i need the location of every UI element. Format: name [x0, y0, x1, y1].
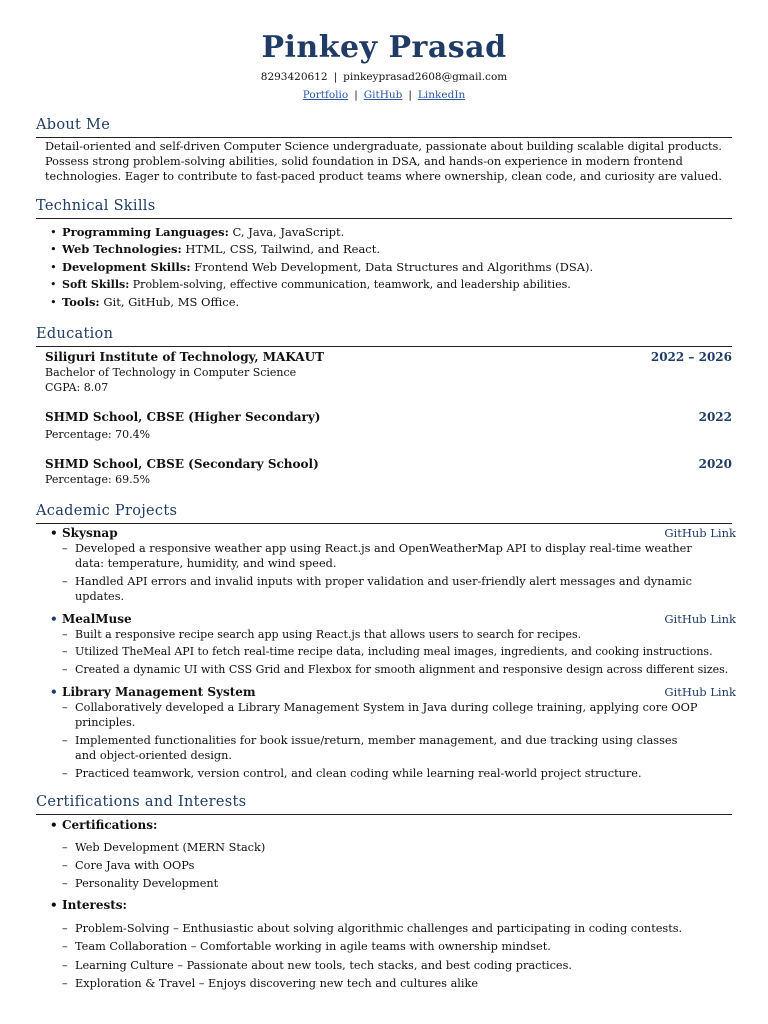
portfolio-link[interactable]: Portfolio: [302, 89, 349, 101]
project-title: • Library Management System: [50, 685, 256, 699]
project-point: – Implemented functionalities for book issue/return, member management, and due tracking using classes: [62, 734, 678, 747]
certifications-label: • Certifications:: [50, 818, 158, 832]
project-point-continuation: principles.: [75, 716, 136, 729]
certification-item: – Web Development (MERN Stack): [62, 841, 266, 854]
skill-item: • Web Technologies: HTML, CSS, Tailwind, and React.: [50, 242, 381, 256]
candidate-name: Pinkey Prasad: [261, 30, 507, 65]
email-address: pinkeyprasad2608@gmail.com: [343, 71, 508, 83]
skill-item: • Development Skills: Frontend Web Development, Data Structures and Algorithms (DSA).: [50, 260, 594, 274]
section-divider: [36, 814, 732, 815]
project-point-continuation: and object-oriented design.: [75, 749, 232, 762]
interests-label: • Interests:: [50, 898, 127, 912]
project-point: – Handled API errors and invalid inputs with proper validation and user-friendly alert messages and dynamic: [62, 575, 692, 588]
education-detail: CGPA: 8.07: [45, 381, 109, 394]
section-divider: [36, 523, 732, 524]
certification-item: – Core Java with OOPs: [62, 859, 195, 872]
separator: |: [354, 89, 358, 101]
education-detail: Percentage: 69.5%: [45, 473, 151, 486]
interest-item: – Team Collaboration – Comfortable working in agile teams with ownership mindset.: [62, 940, 551, 953]
skills-section-title: Technical Skills: [36, 198, 156, 214]
projects-section-title: Academic Projects: [36, 503, 178, 519]
project-point: – Practiced teamwork, version control, and clean coding while learning real-world project structure.: [62, 767, 642, 780]
education-institution: SHMD School, CBSE (Secondary School): [45, 457, 319, 471]
github-link[interactable]: GitHub: [363, 89, 403, 101]
education-section-title: Education: [36, 326, 114, 342]
profile-links: [0, 89, 768, 101]
separator: |: [333, 71, 338, 83]
project-title: • Skysnap: [50, 526, 118, 540]
project-github-link[interactable]: GitHub Link: [664, 612, 736, 626]
interest-item: – Exploration & Travel – Enjoys discovering new tech and cultures alike: [62, 977, 479, 990]
education-detail: Percentage: 70.4%: [45, 428, 151, 441]
skill-item: • Tools: Git, GitHub, MS Office.: [50, 295, 240, 309]
project-point-continuation: data: temperature, humidity, and wind speed.: [75, 557, 337, 570]
contact-line: [0, 71, 768, 83]
separator: |: [408, 89, 412, 101]
certification-item: – Personality Development: [62, 877, 219, 890]
certs-section-title: Certifications and Interests: [36, 794, 247, 810]
education-institution: Siliguri Institute of Technology, MAKAUT: [45, 350, 324, 364]
phone-number: 8293420612: [260, 71, 328, 83]
section-divider: [36, 218, 732, 219]
project-github-link[interactable]: GitHub Link: [664, 526, 736, 540]
project-point: – Created a dynamic UI with CSS Grid and Flexbox for smooth alignment and responsive design across different sizes.: [62, 663, 729, 676]
project-point: – Built a responsive recipe search app using React.js that allows users to search for recipes.: [62, 628, 582, 641]
education-year: 2020: [698, 457, 732, 471]
education-year: 2022 – 2026: [650, 350, 732, 364]
skill-item: • Programming Languages: C, Java, JavaScript.: [50, 225, 345, 239]
education-detail: Bachelor of Technology in Computer Science: [45, 366, 297, 379]
section-divider: [36, 346, 732, 347]
project-point: – Developed a responsive weather app using React.js and OpenWeatherMap API to display real-time weather: [62, 542, 692, 555]
interest-item: – Problem-Solving – Enthusiastic about solving algorithmic challenges and participating in coding contests.: [62, 922, 683, 935]
about-section-title: About Me: [36, 117, 111, 133]
education-year: 2022: [698, 410, 732, 424]
education-institution: SHMD School, CBSE (Higher Secondary): [45, 410, 321, 424]
linkedin-link[interactable]: LinkedIn: [417, 89, 466, 101]
project-github-link[interactable]: GitHub Link: [664, 685, 736, 699]
project-point-continuation: updates.: [75, 590, 125, 603]
project-title: • MealMuse: [50, 612, 132, 626]
about-text: Detail-oriented and self-driven Computer Science undergraduate, passionate about building scalable digital products. Possess strong problem-solving abilities, solid foundation in DSA, and hands-on experience in modern frontend technologies. Eager to contribute to fast-paced product teams where ownership, clean code, and curiosity are valued.: [45, 140, 722, 184]
project-point: – Utilized TheMeal API to fetch real-time recipe data, including meal images, ingredients, and cooking instructions.: [62, 645, 713, 658]
project-point: – Collaboratively developed a Library Management System in Java during college training, applying core OOP: [62, 701, 698, 714]
interest-item: – Learning Culture – Passionate about new tools, tech stacks, and best coding practices.: [62, 959, 573, 972]
section-divider: [36, 137, 732, 138]
skill-item: • Soft Skills: Problem-solving, effective communication, teamwork, and leadership abilities.: [50, 278, 571, 291]
